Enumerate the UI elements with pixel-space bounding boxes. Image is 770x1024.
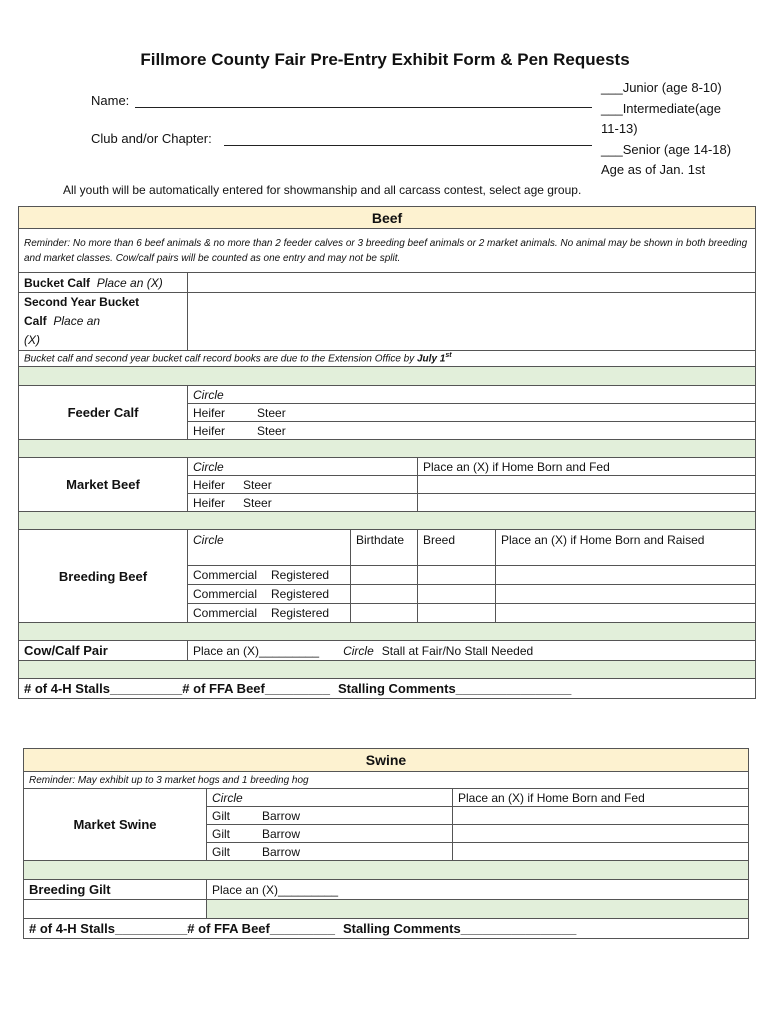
record-book-date: July 1 bbox=[417, 353, 446, 365]
heifer-option[interactable]: Heifer bbox=[193, 477, 226, 492]
swine-reminder: Reminder: May exhibit up to 3 market hogs and 1 breeding hog bbox=[24, 772, 749, 789]
breeding-gilt-label: Breeding Gilt bbox=[24, 880, 207, 900]
gilt-option[interactable]: Gilt bbox=[212, 808, 230, 823]
breeding-gilt-place[interactable]: Place an (X)_________ bbox=[212, 882, 339, 897]
registered-option[interactable]: Registered bbox=[271, 606, 330, 620]
swine-home-born-cell[interactable] bbox=[453, 843, 749, 861]
breed-cell[interactable] bbox=[418, 585, 496, 604]
home-born-raised-header: Place an (X) if Home Born and Raised bbox=[496, 530, 756, 566]
market-home-born-cell[interactable] bbox=[418, 476, 756, 494]
breeding-row-1[interactable] bbox=[188, 566, 351, 585]
swine-blank bbox=[24, 900, 207, 919]
beef-spacer bbox=[19, 661, 756, 679]
age-intermediate-option[interactable]: ___Intermediate(age bbox=[601, 100, 721, 116]
beef-spacer bbox=[19, 440, 756, 458]
home-born-raised-cell[interactable] bbox=[496, 585, 756, 604]
name-field[interactable] bbox=[135, 107, 592, 108]
market-circle-label: Circle bbox=[188, 458, 418, 476]
birthdate-cell[interactable] bbox=[351, 585, 418, 604]
commercial-option[interactable]: Commercial bbox=[193, 568, 258, 582]
breed-header: Breed bbox=[418, 530, 496, 566]
barrow-option[interactable]: Barrow bbox=[262, 826, 301, 841]
market-row-2[interactable] bbox=[188, 494, 418, 512]
bucket-calf-hint: Place an (X) bbox=[96, 275, 163, 290]
home-born-raised-cell[interactable] bbox=[496, 566, 756, 585]
swine-row-3[interactable] bbox=[207, 843, 453, 861]
stalls-ffa-field[interactable]: # of FFA Beef_________ bbox=[187, 921, 335, 936]
cowcalf-label: Cow/Calf Pair bbox=[19, 641, 188, 661]
swine-row-2[interactable] bbox=[207, 825, 453, 843]
swine-home-born-cell[interactable] bbox=[453, 825, 749, 843]
registered-option[interactable]: Registered bbox=[271, 587, 330, 601]
swine-header: Swine bbox=[24, 749, 749, 772]
stalls-ffa-field[interactable]: # of FFA Beef_________ bbox=[182, 681, 330, 696]
record-book-sup: st bbox=[445, 352, 452, 360]
breeding-gilt-entry[interactable] bbox=[207, 880, 749, 900]
club-field[interactable] bbox=[224, 145, 592, 146]
feeder-row-1[interactable] bbox=[188, 404, 756, 422]
swine-spacer bbox=[24, 861, 749, 880]
age-junior-option[interactable]: ___Junior (age 8-10) bbox=[601, 80, 722, 95]
club-label: Club and/or Chapter: bbox=[91, 131, 212, 146]
feeder-row-2[interactable] bbox=[188, 422, 756, 440]
record-book-text: Bucket calf and second year bucket calf record books are due to the Extension Office by bbox=[24, 353, 417, 365]
birthdate-header: Birthdate bbox=[351, 530, 418, 566]
steer-option[interactable]: Steer bbox=[243, 495, 272, 510]
second-year-hint-x: (X) bbox=[24, 333, 40, 347]
market-home-born-header: Place an (X) if Home Born and Fed bbox=[418, 458, 756, 476]
cowcalf-circle: Circle bbox=[343, 643, 374, 658]
stall-comments-field[interactable]: Stalling Comments________________ bbox=[342, 921, 577, 936]
barrow-option[interactable]: Barrow bbox=[262, 808, 301, 823]
swine-home-born-cell[interactable] bbox=[453, 807, 749, 825]
steer-option[interactable]: Steer bbox=[257, 405, 286, 420]
beef-table bbox=[18, 206, 756, 699]
breeding-row-2[interactable] bbox=[188, 585, 351, 604]
swine-circle-label: Circle bbox=[207, 789, 453, 807]
swine-row-1[interactable] bbox=[207, 807, 453, 825]
bucket-calf-label bbox=[19, 273, 188, 293]
second-year-hint: Place an bbox=[53, 314, 101, 328]
feeder-circle-label: Circle bbox=[188, 386, 756, 404]
age-senior-option[interactable]: ___Senior (age 14-18) bbox=[601, 141, 732, 157]
heifer-option[interactable]: Heifer bbox=[193, 423, 226, 438]
second-year-label bbox=[19, 293, 188, 351]
second-year-title: Second Year Bucket Calf bbox=[24, 295, 140, 328]
beef-spacer bbox=[19, 512, 756, 530]
breed-cell[interactable] bbox=[418, 604, 496, 623]
cowcalf-entry[interactable] bbox=[188, 641, 756, 661]
steer-option[interactable]: Steer bbox=[257, 423, 286, 438]
stalls-4h-field[interactable]: # of 4-H Stalls__________ bbox=[24, 681, 183, 696]
gilt-option[interactable]: Gilt bbox=[212, 844, 230, 859]
breed-cell[interactable] bbox=[418, 566, 496, 585]
heifer-option[interactable]: Heifer bbox=[193, 405, 226, 420]
market-row-1[interactable] bbox=[188, 476, 418, 494]
beef-spacer bbox=[19, 623, 756, 641]
heifer-option[interactable]: Heifer bbox=[193, 495, 226, 510]
stalls-4h-field[interactable]: # of 4-H Stalls__________ bbox=[29, 921, 188, 936]
home-born-raised-cell[interactable] bbox=[496, 604, 756, 623]
beef-header: Beef bbox=[19, 207, 756, 229]
gilt-option[interactable]: Gilt bbox=[212, 826, 230, 841]
steer-option[interactable]: Steer bbox=[243, 477, 272, 492]
breeding-beef-label: Breeding Beef bbox=[19, 530, 188, 623]
breeding-circle-label: Circle bbox=[188, 530, 351, 566]
cowcalf-place[interactable]: Place an (X)_________ bbox=[193, 643, 320, 658]
barrow-option[interactable]: Barrow bbox=[262, 844, 301, 859]
second-year-entry[interactable] bbox=[188, 293, 756, 351]
commercial-option[interactable]: Commercial bbox=[193, 587, 258, 601]
age-group-block bbox=[601, 78, 731, 181]
record-book-note bbox=[19, 351, 756, 367]
beef-reminder: Reminder: No more than 6 beef animals & no more than 2 feeder calves or 3 breeding beef animals or 2 market animals. No animal may be shown in both breeding and market classes. Cow/calf pairs will be counted as one entry and may not be split. bbox=[19, 229, 756, 273]
beef-stalls-row[interactable] bbox=[19, 679, 756, 699]
bucket-calf-entry[interactable] bbox=[188, 273, 756, 293]
breeding-row-3[interactable] bbox=[188, 604, 351, 623]
feeder-calf-label: Feeder Calf bbox=[19, 386, 188, 440]
market-beef-label: Market Beef bbox=[19, 458, 188, 512]
market-home-born-cell[interactable] bbox=[418, 494, 756, 512]
swine-home-born-header: Place an (X) if Home Born and Fed bbox=[453, 789, 749, 807]
registered-option[interactable]: Registered bbox=[271, 568, 330, 582]
commercial-option[interactable]: Commercial bbox=[193, 606, 258, 620]
stall-comments-field[interactable]: Stalling Comments________________ bbox=[337, 681, 572, 696]
bucket-calf-title: Bucket Calf bbox=[24, 275, 91, 290]
entry-note: All youth will be automatically entered for showmanship and all carcass contest, select age group. bbox=[63, 183, 582, 197]
market-swine-label: Market Swine bbox=[24, 789, 207, 861]
age-asof-note: Age as of Jan. 1st bbox=[601, 162, 706, 177]
swine-spacer bbox=[207, 900, 749, 919]
beef-spacer bbox=[19, 367, 756, 386]
age-intermediate-range: 11-13) bbox=[601, 121, 638, 136]
page-title: Fillmore County Fair Pre-Entry Exhibit Form & Pen Requests bbox=[140, 50, 630, 69]
birthdate-cell[interactable] bbox=[351, 604, 418, 623]
swine-table bbox=[23, 748, 749, 939]
name-label: Name: bbox=[91, 93, 130, 108]
cowcalf-stall-option[interactable]: Stall at Fair/No Stall Needed bbox=[381, 643, 534, 658]
birthdate-cell[interactable] bbox=[351, 566, 418, 585]
swine-stalls-row[interactable] bbox=[24, 919, 749, 939]
